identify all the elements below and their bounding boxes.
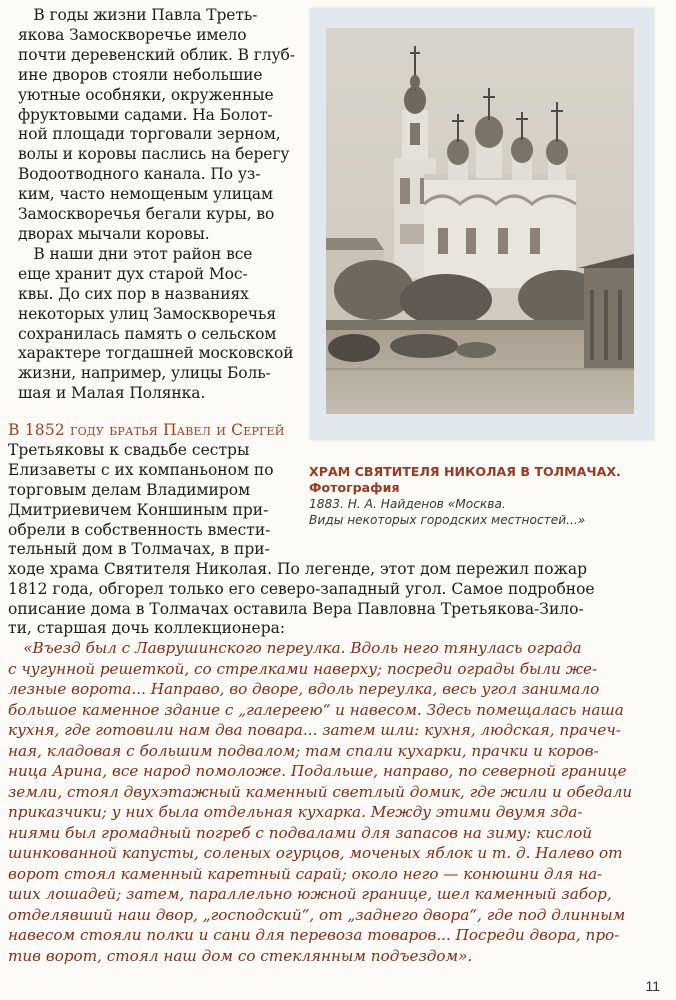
caption-subtitle: Фотография (309, 480, 400, 495)
quote-text-line: шинкованной капусты, соленых огурцов, моченых яблок и т. д. Налево от (8, 844, 623, 862)
intro-paragraphs (18, 6, 293, 404)
quote-text-line: навесом стояли полки и сани для перевоза товаров... Посреди двора, про- (8, 926, 620, 944)
intro-text-line: ине дворов стояли небольшие (18, 65, 263, 84)
page-number: 11 (645, 978, 660, 994)
intro-text-line: характере тогдашней московской (18, 344, 294, 363)
continuation-text-line: описание дома в Толмачах оставила Вера Павловна Третьякова-Зило- (8, 599, 584, 618)
caption-title: ХРАМ СВЯТИТЕЛЯ НИКОЛАЯ В ТОЛМАЧАХ. (309, 464, 621, 479)
intro-text-line: почти деревенский облик. В глуб- (18, 45, 295, 64)
intro-text-line: некоторых улиц Замоскворечья (18, 304, 277, 323)
intro-text-line: Замоскворечья бегали куры, во (18, 205, 275, 224)
quote-text-line: большое каменное здание с „галереею“ и навесом. Здесь помещалась наша (8, 700, 624, 719)
memoir-quote (8, 638, 670, 966)
intro-text-line: волы и коровы паслись на берегу (18, 145, 290, 164)
section-text-line: тельный дом в Толмачах, в при- (8, 540, 270, 559)
quote-text-line: земли, стоял двухэтажный каменный светлый домик, где жили и обедали (8, 782, 633, 801)
section-text-line: Дмитриевичем Коншиным при- (8, 500, 269, 519)
intro-text-line: дворах мычали коровы. (18, 224, 210, 243)
continuation-text-line: ходе храма Святителя Николая. По легенде, этот дом пережил пожар (8, 560, 587, 578)
quote-text-line: «Въезд был с Лаврушинского переулка. Вдоль него тянулась ограда (8, 639, 582, 657)
continuation-text-line: 1812 года, обгорел только его северо-западный угол. Самое подробное (8, 579, 595, 598)
quote-text-line: ниями был громадный погреб с подвалами для запасов на зиму: кислой (8, 823, 593, 842)
quote-text-line: приказчики; у них была отдельная кухарка. Между этими двумя зда- (8, 803, 583, 821)
section-text-line: обрели в собственность вмести- (8, 520, 271, 539)
intro-text-line: ким, часто немощеным улицам (18, 185, 273, 204)
quote-text-line: кухня, где готовили нам два повара... затем шли: кухня, людская, прачеч- (8, 721, 621, 739)
section-paragraph (8, 421, 298, 560)
intro-text-line: жизни, например, улицы Боль- (18, 364, 271, 383)
intro-text-line: В наши дни этот район все (18, 244, 253, 263)
quote-text-line: ворот стоял каменный каретный сарай; около него — конюшни для на- (8, 864, 603, 883)
section-lead-in: В 1852 году братья Павел и Сергей (8, 421, 285, 439)
quote-text-line: ная, кладовая с большим подвалом; там спали кухарки, прачки и коров- (8, 741, 599, 760)
intro-text-line: якова Замоскворечье имело (18, 25, 247, 44)
quote-text-line: лезные ворота... Направо, во дворе, вдоль переулка, весь угол занимало (8, 680, 600, 698)
intro-text-line: В годы жизни Павла Треть- (18, 6, 258, 24)
photo-caption (309, 464, 649, 528)
caption-credit-line-2: Виды некоторых городских местностей...» (309, 513, 586, 527)
intro-text-line: еще хранит дух старой Мос- (18, 264, 248, 283)
caption-credit-line-1: 1883. Н. А. Найденов «Москва. (309, 497, 506, 511)
intro-text-line: Водоотводного канала. По уз- (18, 165, 261, 184)
intro-text-line: сохранилась память о сельском (18, 324, 277, 343)
intro-text-line: уютные особняки, окруженные (18, 85, 274, 104)
section-text-line: торговым делам Владимиром (8, 480, 251, 499)
continuation-paragraph (8, 560, 668, 639)
section-text-line: Третьяковы к свадьбе сестры (8, 440, 250, 459)
quote-text-line: отделявший наш двор, „господский“, от „заднего двора“, где под длинным (8, 905, 626, 924)
intro-text-line: ной площади торговали зерном, (18, 125, 281, 144)
section-body (8, 441, 298, 560)
quote-text-line: тив ворот, стоял наш дом со стеклянным подъездом». (8, 946, 473, 965)
church-photograph (326, 28, 634, 414)
intro-text-line: фруктовыми садами. На Болот- (18, 105, 273, 124)
section-text-line: Елизаветы с их компаньоном по (8, 460, 274, 479)
continuation-text-line: ти, старшая дочь коллекционера: (8, 619, 286, 638)
quote-text-line: ших лошадей; затем, параллельно южной границе, шел каменный забор, (8, 885, 612, 903)
intro-text-line: квы. До сих пор в названиях (18, 284, 249, 303)
quote-text-line: ница Арина, все народ помоложе. Подальше, направо, по северной границе (8, 762, 627, 780)
quote-text-line: с чугунной решеткой, со стрелками наверху; посреди ограды были же- (8, 659, 598, 678)
intro-text-line: шая и Малая Полянка. (18, 384, 206, 403)
